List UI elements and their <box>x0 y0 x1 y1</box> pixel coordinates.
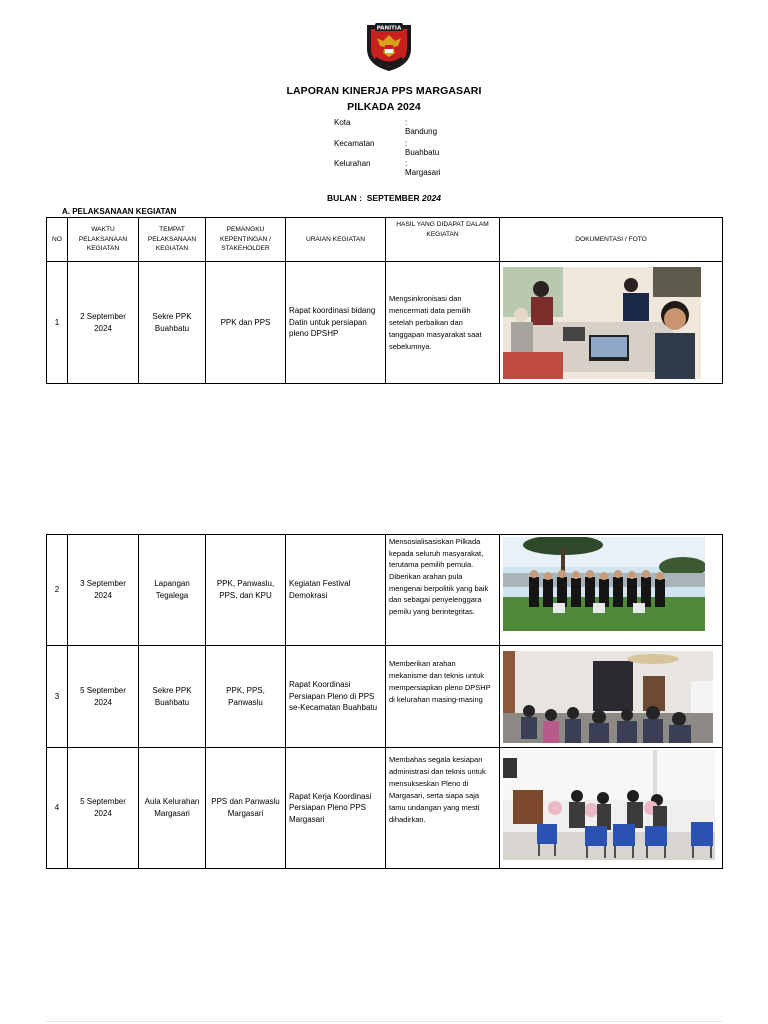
report-month <box>0 193 768 203</box>
row-no: 1 <box>47 262 68 384</box>
row-no: 4 <box>47 748 68 869</box>
col-waktu: WAKTU PELAKSANAAN KEGIATAN <box>68 218 139 262</box>
row-stakeholder: PPK, PPS, Panwaslu <box>206 646 286 748</box>
row-tempat: Lapangan Tegalega <box>139 535 206 646</box>
table-row <box>47 748 723 869</box>
row-waktu: 5 September 2024 <box>68 748 139 869</box>
row-tempat: Sekre PPK Buahbatu <box>139 262 206 384</box>
row-no: 3 <box>47 646 68 748</box>
row-tempat: Aula Kelurahan Margasari <box>139 748 206 869</box>
row-no: 2 <box>47 535 68 646</box>
row-waktu: 2 September 2024 <box>68 262 139 384</box>
table-row <box>47 646 723 748</box>
row-uraian: Rapat Koordinasi Persiapan Pleno di PPS se-Kecamatan Buahbatu <box>286 646 386 748</box>
section-title: A. PELAKSANAAN KEGIATAN <box>62 207 177 216</box>
row-uraian: Rapat koordinasi bidang Datin untuk persiapan pleno DPSHP <box>286 262 386 384</box>
hall-meeting-photo <box>503 651 713 743</box>
row-uraian: Rapat Kerja Koordinasi Persiapan Pleno PPS Margasari <box>286 748 386 869</box>
table-header-row <box>47 218 723 262</box>
aula-chairs-photo <box>503 750 715 860</box>
info-label: Kecamatan <box>334 139 375 148</box>
report-title: LAPORAN KINERJA PPS MARGASARI <box>286 85 482 97</box>
row-dokumentasi <box>500 535 723 646</box>
row-hasil: Mengsinkronisasi dan mencermati data pemilih setelah perbaikan dan tanggapan masyarakat saat sebelumnya. <box>386 262 500 384</box>
row-uraian: Kegiatan Festival Demokrasi <box>286 535 386 646</box>
row-waktu: 5 September 2024 <box>68 646 139 748</box>
info-label: Kota <box>334 118 351 127</box>
kpu-logo <box>363 19 415 73</box>
row-hasil: Memberikan arahan mekanisme dan teknis untuk mempersiapkan pleno DPSHP di kelurahan masing-masing <box>386 646 500 748</box>
row-dokumentasi <box>500 262 723 384</box>
group-outdoor-photo <box>503 537 705 631</box>
row-stakeholder: PPK dan PPS <box>206 262 286 384</box>
meeting-laptops-photo <box>503 267 701 379</box>
table-row <box>47 262 723 384</box>
info-value: : Margasari <box>405 159 441 177</box>
col-no: NO <box>47 218 68 262</box>
report-subtitle: PILKADA 2024 <box>347 101 421 113</box>
col-tempat: TEMPAT PELAKSANAAN KEGIATAN <box>139 218 206 262</box>
page-divider <box>46 1021 722 1022</box>
col-hasil: HASIL YANG DIDAPAT DALAM KEGIATAN <box>386 218 500 262</box>
bulan-label: BULAN : <box>327 193 362 203</box>
table-row <box>47 535 723 646</box>
info-label: Kelurahan <box>334 159 371 168</box>
row-waktu: 3 September 2024 <box>68 535 139 646</box>
bulan-year: 2024 <box>422 193 441 203</box>
activity-table-page2 <box>46 534 723 869</box>
col-stakeholder: PEMANGKU KEPENTINGAN / STAKEHOLDER <box>206 218 286 262</box>
col-dokumentasi: DOKUMENTASI / FOTO <box>500 218 723 262</box>
row-stakeholder: PPS dan Panwaslu Margasari <box>206 748 286 869</box>
bulan-month: SEPTEMBER <box>366 193 420 203</box>
activity-table-page1 <box>46 217 723 384</box>
info-value: : Buahbatu <box>405 139 440 157</box>
logo-text-top: PANITIA <box>376 25 402 32</box>
info-value: : Bandung <box>405 118 438 136</box>
row-stakeholder: PPK, Panwaslu, PPS, dan KPU <box>206 535 286 646</box>
row-dokumentasi <box>500 748 723 869</box>
row-dokumentasi <box>500 646 723 748</box>
row-hasil: Membahas segala kesiapan administrasi dan teknis untuk mensukseskan Pleno di Margasari, serta siapa saja tamu undangan yang mesti dihadirkan. <box>386 748 500 869</box>
row-hasil: Mensosialisasiskan Pilkada kepada seluruh masyarakat, terutama pemilih pemula. Diberikan arahan pula mengenai berpolitik yang baik dan sebagai penyelenggara pemilu yang berintegritas. <box>386 535 500 646</box>
row-tempat: Sekre PPK Buahbatu <box>139 646 206 748</box>
col-uraian: URAIAN KEGIATAN <box>286 218 386 262</box>
